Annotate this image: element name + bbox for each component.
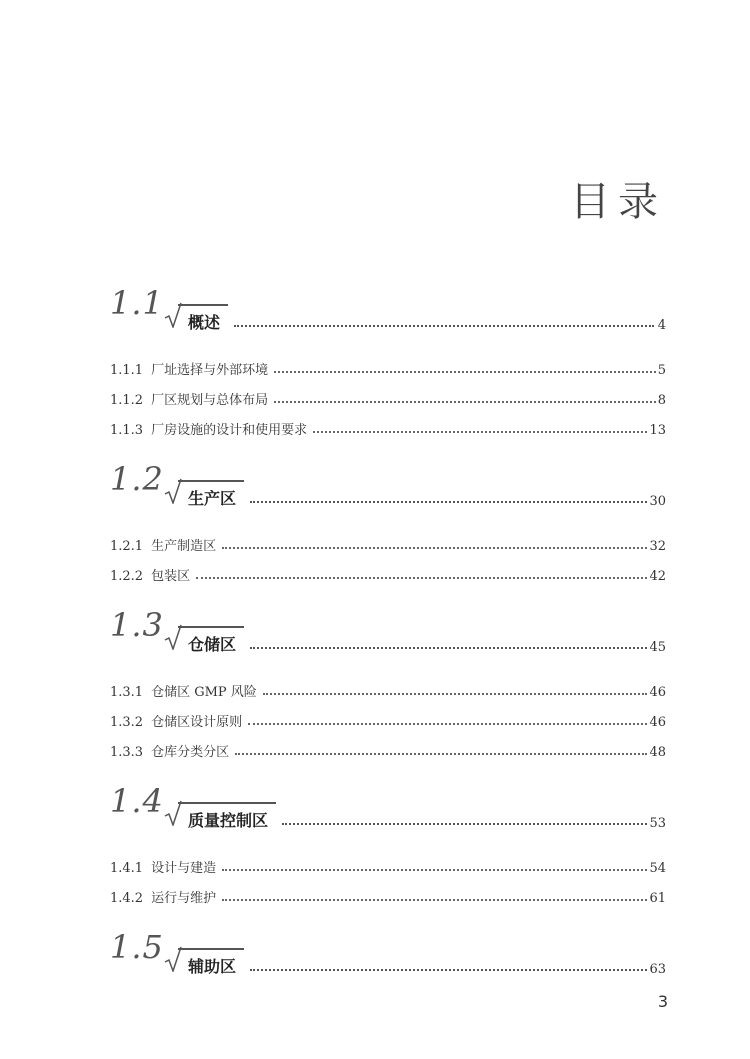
dot-leader <box>235 752 647 755</box>
chapter-page-number: 53 <box>649 816 666 831</box>
entry-number: 1.3.1 <box>110 685 144 700</box>
toc-sub-list <box>110 348 666 438</box>
toc-chapter-row[interactable] <box>110 924 666 980</box>
chapter-page-number: 4 <box>657 318 666 333</box>
toc-chapter-row[interactable] <box>110 778 666 834</box>
entry-title: 仓储区设计原则 <box>151 715 243 730</box>
entry-number: 1.4.1 <box>110 861 144 876</box>
entry-title: 生产制造区 <box>151 539 217 554</box>
entry-title: 运行与维护 <box>151 891 217 906</box>
chapter-title: 生产区 <box>178 480 244 509</box>
entry-page-number: 5 <box>657 363 666 378</box>
dot-leader <box>282 822 647 825</box>
entry-number: 1.1.2 <box>110 393 144 408</box>
dot-leader <box>196 576 647 579</box>
table-of-contents <box>110 280 666 980</box>
toc-section <box>110 602 666 760</box>
toc-section <box>110 778 666 906</box>
dot-leader <box>222 546 647 549</box>
toc-chapter-row[interactable] <box>110 456 666 512</box>
chapter-number: 1.1 <box>110 284 164 322</box>
entry-page-number: 48 <box>649 745 666 760</box>
entry-page-number: 42 <box>649 569 666 584</box>
chapter-title: 仓储区 <box>178 626 244 655</box>
page-number: 3 <box>657 992 668 1011</box>
chapter-page-number: 63 <box>649 962 666 977</box>
dot-leader <box>250 968 647 971</box>
toc-entry[interactable] <box>110 378 666 408</box>
toc-section <box>110 924 666 980</box>
chapter-number: 1.2 <box>110 460 164 498</box>
toc-entry[interactable] <box>110 730 666 760</box>
toc-entry[interactable] <box>110 554 666 584</box>
dot-leader <box>248 722 647 725</box>
entry-number: 1.2.1 <box>110 539 144 554</box>
toc-entry[interactable] <box>110 876 666 906</box>
entry-title: 设计与建造 <box>151 861 217 876</box>
toc-entry[interactable] <box>110 408 666 438</box>
toc-sub-list <box>110 670 666 760</box>
chapter-title: 质量控制区 <box>178 802 276 831</box>
entry-page-number: 54 <box>649 861 666 876</box>
entry-page-number: 8 <box>657 393 666 408</box>
toc-sub-list <box>110 846 666 906</box>
toc-chapter-row[interactable] <box>110 602 666 658</box>
toc-section <box>110 280 666 438</box>
entry-title: 包装区 <box>151 569 191 584</box>
chapter-number: 1.3 <box>110 606 164 644</box>
entry-number: 1.4.2 <box>110 891 144 906</box>
dot-leader <box>274 370 656 373</box>
toc-sub-list <box>110 524 666 584</box>
entry-number: 1.3.3 <box>110 745 144 760</box>
toc-entry[interactable] <box>110 846 666 876</box>
toc-section <box>110 456 666 584</box>
entry-page-number: 61 <box>649 891 666 906</box>
entry-number: 1.1.3 <box>110 423 144 438</box>
dot-leader <box>250 500 647 503</box>
page-title: 目录 <box>570 179 666 225</box>
entry-page-number: 46 <box>649 715 666 730</box>
dot-leader <box>263 692 648 695</box>
chapter-title: 概述 <box>178 304 228 333</box>
entry-title: 厂区规划与总体布局 <box>151 393 269 408</box>
toc-chapter-row[interactable] <box>110 280 666 336</box>
entry-page-number: 32 <box>649 539 666 554</box>
entry-title: 厂房设施的设计和使用要求 <box>151 423 308 438</box>
chapter-number: 1.4 <box>110 782 164 820</box>
toc-entry[interactable] <box>110 348 666 378</box>
entry-title: 仓储区 GMP 风险 <box>151 685 257 700</box>
dot-leader <box>250 646 647 649</box>
dot-leader <box>313 430 647 433</box>
chapter-page-number: 30 <box>649 494 666 509</box>
entry-title: 厂址选择与外部环境 <box>151 363 269 378</box>
entry-number: 1.1.1 <box>110 363 144 378</box>
toc-entry[interactable] <box>110 670 666 700</box>
toc-entry[interactable] <box>110 524 666 554</box>
entry-number: 1.2.2 <box>110 569 144 584</box>
toc-entry[interactable] <box>110 700 666 730</box>
chapter-title: 辅助区 <box>178 948 244 977</box>
entry-page-number: 46 <box>649 685 666 700</box>
chapter-page-number: 45 <box>649 640 666 655</box>
entry-title: 仓库分类分区 <box>151 745 230 760</box>
dot-leader <box>234 324 654 327</box>
chapter-number: 1.5 <box>110 928 164 966</box>
entry-page-number: 13 <box>649 423 666 438</box>
dot-leader <box>222 868 647 871</box>
dot-leader <box>274 400 656 403</box>
entry-number: 1.3.2 <box>110 715 144 730</box>
dot-leader <box>222 898 647 901</box>
